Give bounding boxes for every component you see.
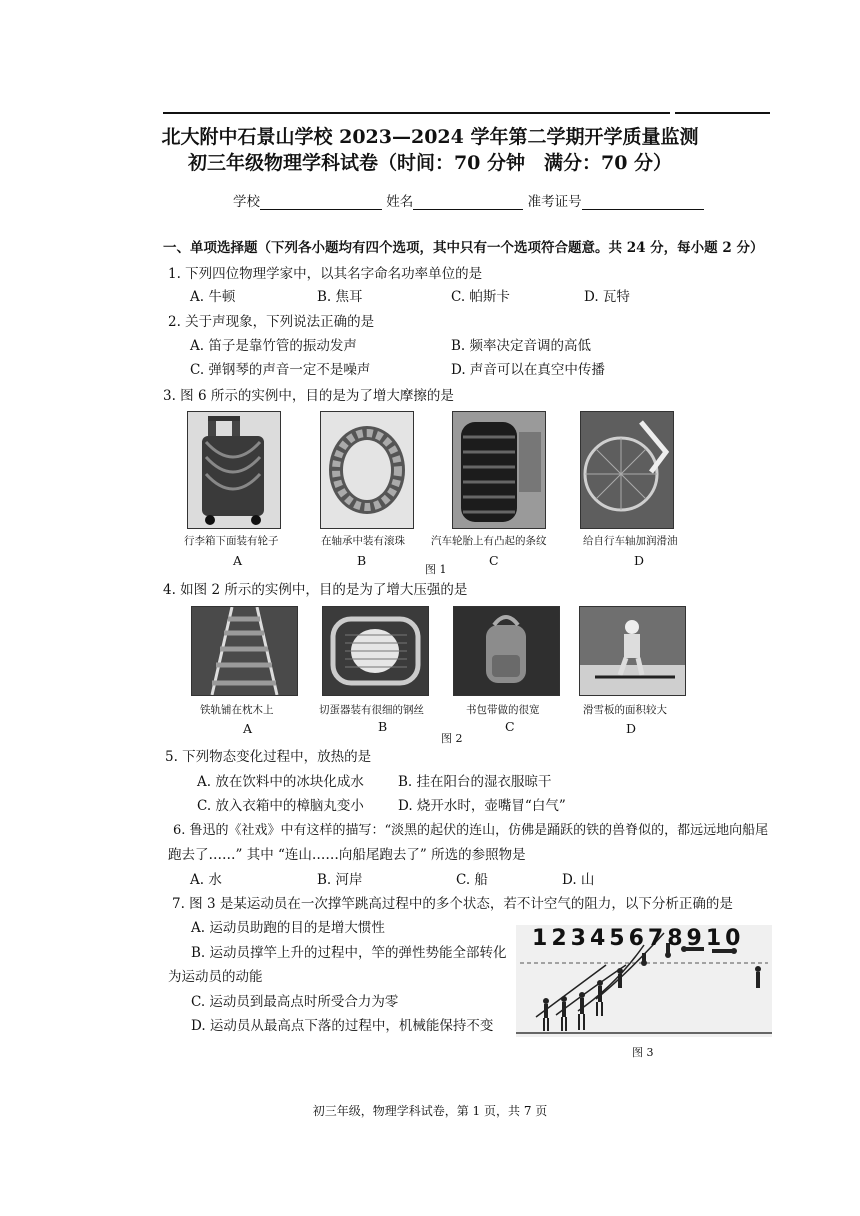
frame-number: 9 bbox=[686, 926, 706, 951]
q6-stem-line1: 6. 鲁迅的《社戏》中有这样的描写：“淡黑的起伏的连山，仿佛是踊跃的铁的兽脊似的，都远远地向船尾 bbox=[173, 823, 769, 838]
q1-option-b[interactable]: B. 焦耳 bbox=[317, 289, 363, 305]
page-footer: 初三年级，物理学科试卷，第 1 页，共 7 页 bbox=[312, 1104, 548, 1118]
header-rule bbox=[163, 112, 670, 114]
q7-option-b-line2: 为运动员的动能 bbox=[168, 969, 263, 985]
figure-3-label: 图 3 bbox=[632, 1046, 654, 1059]
frame-number: 5 bbox=[609, 926, 629, 951]
q6-option-c[interactable]: C. 船 bbox=[456, 872, 488, 888]
frame-number: 1 bbox=[532, 926, 552, 951]
q5-option-a[interactable]: A. 放在饮料中的冰块化成水 bbox=[197, 774, 364, 790]
tire-photo bbox=[452, 411, 546, 529]
q7-option-d[interactable]: D. 运动员从最高点下落的过程中，机械能保持不变 bbox=[191, 1018, 494, 1034]
q3-label-c[interactable]: C bbox=[489, 553, 499, 568]
bicycle-oil-photo bbox=[580, 411, 674, 529]
q2-option-b[interactable]: B. 频率决定音调的高低 bbox=[451, 338, 592, 354]
school-label: 学校 bbox=[233, 194, 260, 210]
q3-caption-d: 给自行车轴加润滑油 bbox=[583, 535, 678, 547]
q7-option-c[interactable]: C. 运动员到最高点时所受合力为零 bbox=[191, 994, 399, 1010]
skier-photo bbox=[579, 606, 686, 696]
section-heading: 一、单项选择题（下列各小题均有四个选项，其中只有一个选项符合题意。共 24 分，每小题 2 分） bbox=[163, 240, 764, 256]
q4-label-b[interactable]: B bbox=[378, 719, 388, 734]
q5-stem: 5. 下列物态变化过程中，放热的是 bbox=[165, 749, 372, 765]
q1-option-d[interactable]: D. 瓦特 bbox=[584, 289, 630, 305]
luggage-photo bbox=[187, 411, 281, 529]
q6-stem-line2: 跑去了……” 其中 “连山……向船尾跑去了” 所选的参照物是 bbox=[168, 847, 526, 863]
q2-option-d[interactable]: D. 声音可以在真空中传播 bbox=[451, 362, 605, 378]
q1-option-c[interactable]: C. 帕斯卡 bbox=[451, 289, 510, 305]
exam-no-blank[interactable] bbox=[582, 195, 704, 210]
q3-caption-b: 在轴承中装有滚珠 bbox=[321, 535, 405, 547]
frame-number: 10 bbox=[705, 926, 745, 951]
school-blank[interactable] bbox=[260, 195, 382, 210]
q3-caption-a: 行李箱下面装有轮子 bbox=[184, 535, 279, 547]
frame-number: 4 bbox=[589, 926, 610, 951]
q2-option-c[interactable]: C. 弹钢琴的声音一定不是噪声 bbox=[190, 362, 371, 378]
figure-2-label: 图 2 bbox=[441, 732, 463, 745]
bearing-photo bbox=[320, 411, 414, 529]
q4-caption-c: 书包带做的很宽 bbox=[466, 704, 540, 716]
q3-label-b[interactable]: B bbox=[357, 553, 367, 568]
q7-option-b-line1[interactable]: B. 运动员撑竿上升的过程中，竿的弹性势能全部转化 bbox=[191, 945, 507, 961]
q5-option-d[interactable]: D. 烧开水时，壶嘴冒“白气” bbox=[398, 798, 566, 814]
exam-title-line2: 初三年级物理学科试卷（时间：70 分钟 满分：70 分） bbox=[187, 152, 673, 174]
q6-option-b[interactable]: B. 河岸 bbox=[317, 872, 363, 888]
frame-numbers bbox=[532, 926, 744, 951]
header-rule-right bbox=[675, 112, 770, 114]
q6-option-d[interactable]: D. 山 bbox=[562, 872, 595, 888]
q1-option-a[interactable]: A. 牛顿 bbox=[190, 289, 236, 305]
q4-caption-d: 滑雪板的面积较大 bbox=[583, 704, 667, 716]
q5-option-b[interactable]: B. 挂在阳台的湿衣服晾干 bbox=[398, 774, 552, 790]
name-blank[interactable] bbox=[413, 195, 523, 210]
q2-stem: 2. 关于声现象，下列说法正确的是 bbox=[168, 314, 375, 330]
q3-label-d[interactable]: D bbox=[634, 553, 645, 568]
egg-slicer-photo bbox=[322, 606, 429, 696]
q3-stem: 3. 图 6 所示的实例中，目的是为了增大摩擦的是 bbox=[163, 388, 454, 404]
q4-label-c[interactable]: C bbox=[505, 719, 515, 734]
student-info-row bbox=[233, 190, 704, 210]
exam-no-label: 准考证号 bbox=[527, 194, 582, 210]
figure-1-label: 图 1 bbox=[425, 563, 447, 576]
frame-number: 3 bbox=[570, 926, 590, 951]
backpack-photo bbox=[453, 606, 560, 696]
q6-option-a[interactable]: A. 水 bbox=[190, 872, 222, 888]
frame-number: 8 bbox=[667, 926, 687, 951]
q2-option-a[interactable]: A. 笛子是靠竹管的振动发声 bbox=[190, 338, 357, 354]
name-label: 姓名 bbox=[386, 194, 414, 210]
frame-number: 7 bbox=[647, 926, 668, 951]
q7-stem: 7. 图 3 是某运动员在一次撑竿跳高过程中的多个状态，若不计空气的阻力，以下分析正确的是 bbox=[172, 896, 733, 912]
q7-option-a[interactable]: A. 运动员助跑的目的是增大惯性 bbox=[191, 920, 385, 936]
q4-label-a[interactable]: A bbox=[243, 721, 253, 736]
q3-label-a[interactable]: A bbox=[233, 553, 243, 568]
q4-label-d[interactable]: D bbox=[626, 721, 637, 736]
q4-caption-a: 铁轨铺在枕木上 bbox=[200, 704, 274, 716]
frame-number: 2 bbox=[551, 926, 571, 951]
q1-stem: 1. 下列四位物理学家中，以其名字命名功率单位的是 bbox=[168, 266, 483, 282]
q5-option-c[interactable]: C. 放入衣箱中的樟脑丸变小 bbox=[197, 798, 364, 814]
q4-caption-b: 切蛋器装有很细的钢丝 bbox=[319, 704, 424, 716]
q4-stem: 4. 如图 2 所示的实例中，目的是为了增大压强的是 bbox=[163, 582, 468, 598]
exam-title-line1: 北大附中石景山学校 2023—2024 学年第二学期开学质量监测 bbox=[161, 126, 699, 148]
q3-caption-c: 汽车轮胎上有凸起的条纹 bbox=[431, 535, 547, 547]
frame-number: 6 bbox=[628, 926, 648, 951]
railway-photo bbox=[191, 606, 298, 696]
